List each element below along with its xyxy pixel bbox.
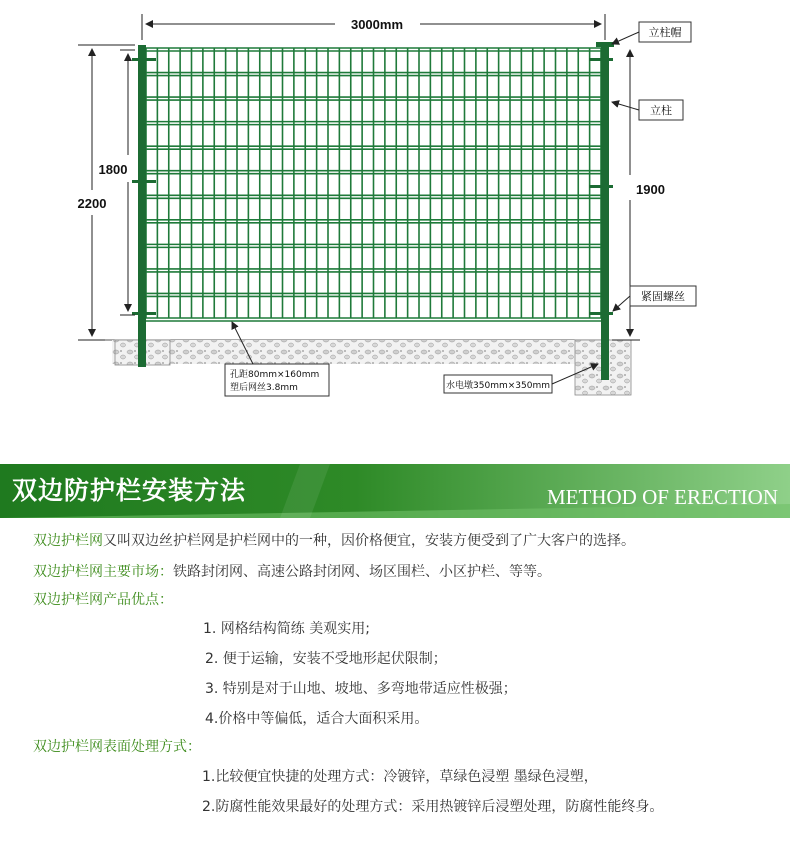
advantage-item: 4.价格中等偏低，适合大面积采用。 [205, 711, 429, 727]
callout-bolt [613, 286, 696, 311]
right-post [589, 42, 614, 380]
mesh-panel [146, 48, 601, 321]
outer-height-label: 2200 [77, 196, 107, 211]
height-dimensions-left [78, 45, 135, 340]
intro-highlight: 双边护栏网 [33, 533, 103, 549]
width-label: 3000mm [350, 17, 404, 32]
advantages-heading: 双边护栏网产品优点： [33, 592, 173, 608]
callout-post [612, 100, 683, 120]
market-text: 铁路封闭网、高速公路封闭网、场区围栏、小区护栏、等等。 [173, 564, 551, 580]
advantage-item: 3. 特别是对于山地、坡地、多弯地带适应性极强； [205, 681, 517, 697]
width-dimension [142, 14, 605, 40]
svg-text:立柱帽: 立柱帽 [648, 26, 682, 39]
market-paragraph [33, 562, 551, 582]
surface-heading: 双边护栏网表面处理方式： [33, 739, 201, 755]
svg-text:孔距80mm×160mm: 孔距80mm×160mm [230, 370, 320, 380]
advantage-item: 1. 网格结构简练 美观实用; [203, 621, 370, 637]
post-height-label: 1900 [636, 182, 665, 197]
svg-text:水电墩350mm×350mm: 水电墩350mm×350mm [446, 381, 550, 391]
post-cap [596, 42, 614, 47]
svg-text:塑后网丝3.8mm: 塑后网丝3.8mm [230, 383, 298, 393]
callout-post-cap [612, 22, 691, 44]
svg-text:紧固螺丝: 紧固螺丝 [641, 290, 685, 303]
svg-text:立柱: 立柱 [650, 104, 672, 117]
fence-installation-diagram [0, 0, 790, 420]
mesh-height-label: 1800 [98, 162, 128, 177]
banner-title: 双边防护栏安装方法 [12, 476, 247, 505]
surface-item: 2.防腐性能效果最好的处理方式：采用热镀锌后浸塑处理，防腐性能终身。 [202, 799, 664, 815]
banner-subtitle: METHOD OF ERECTION [547, 485, 778, 509]
surface-item: 1.比较便宜快捷的处理方式：冷镀锌，草绿色浸塑 墨绿色浸塑， [202, 769, 598, 785]
market-highlight: 双边护栏网主要市场： [33, 564, 173, 580]
advantage-item: 2. 便于运输，安装不受地形起伏限制； [205, 651, 447, 667]
intro-text: 又叫双边丝护栏网是护栏网中的一种，因价格便宜，安装方便受到了广大客户的选择。 [103, 533, 635, 549]
intro-paragraph [33, 531, 635, 551]
